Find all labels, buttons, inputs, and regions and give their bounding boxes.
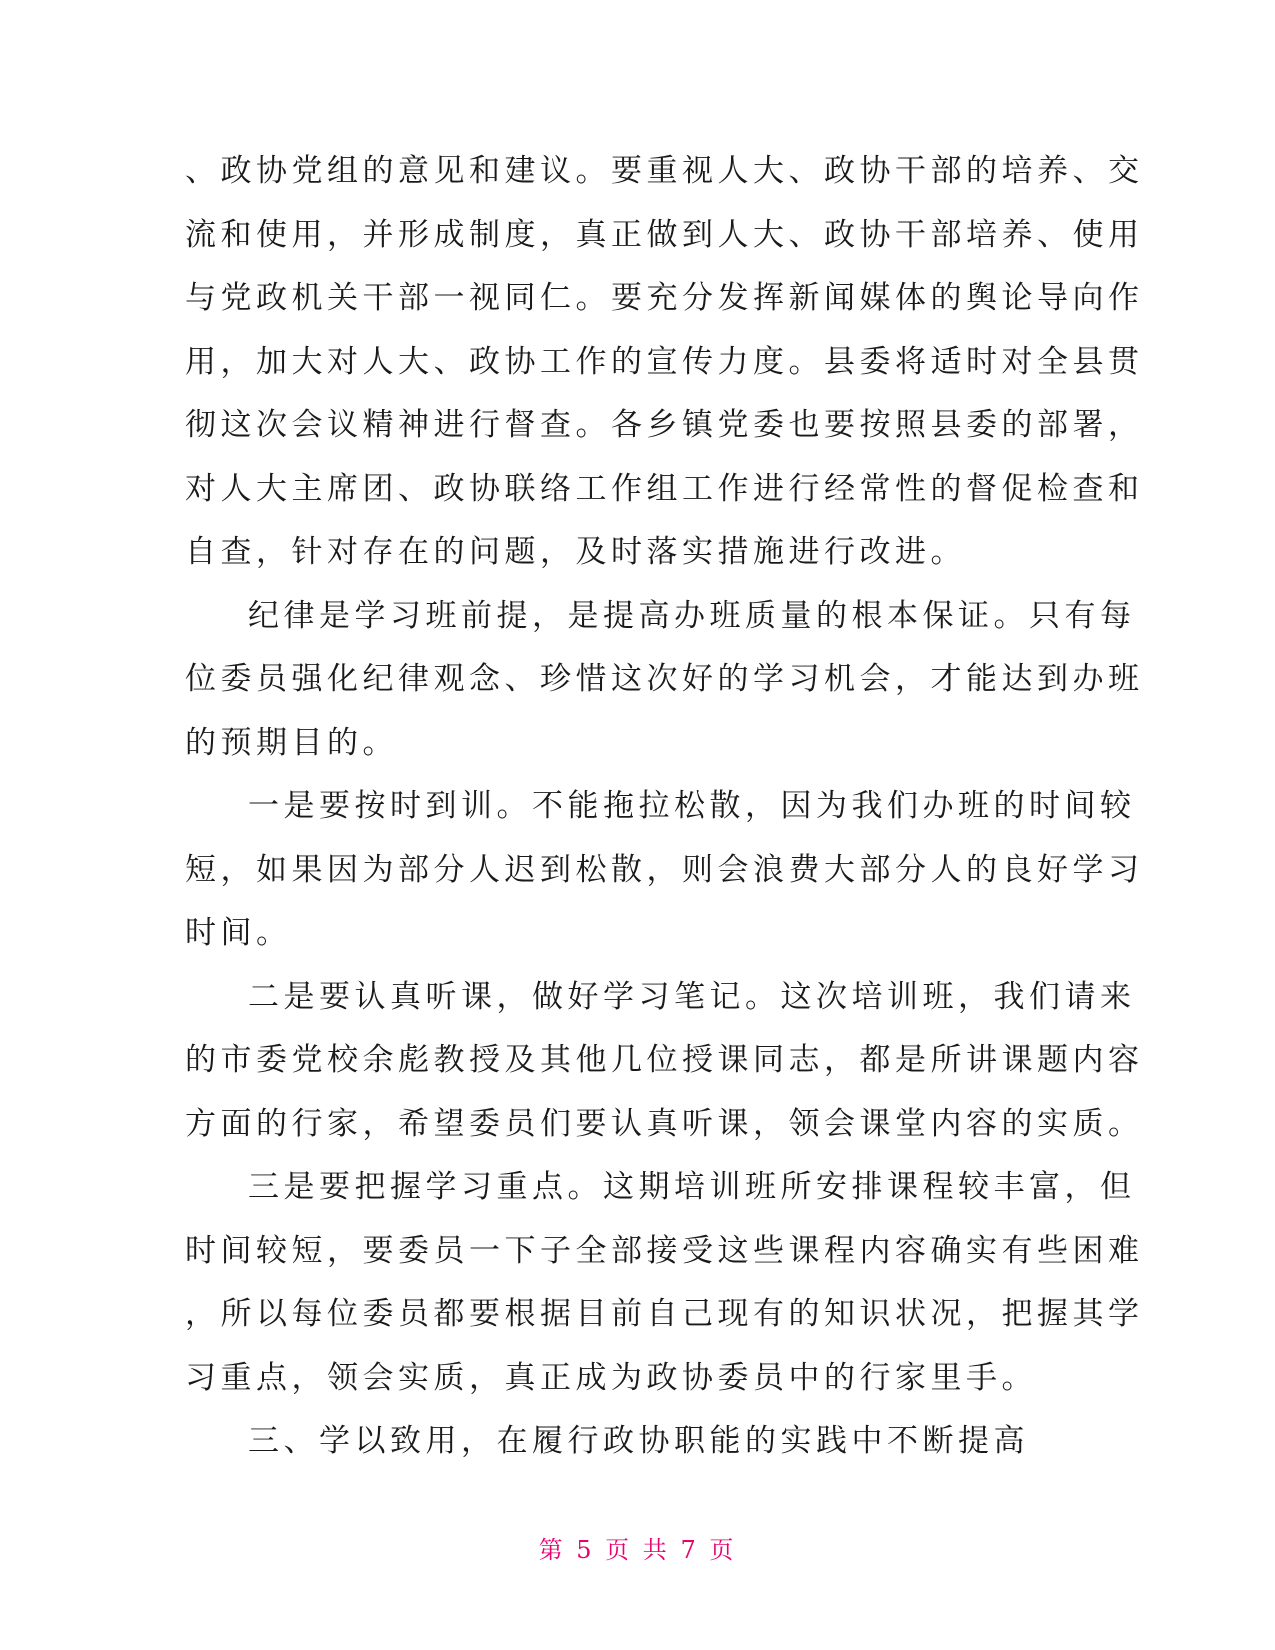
paragraph-first-line: 三是要把握学习重点。这期培训班所安排课程较丰富，但 [248, 1169, 1136, 1205]
text-line: 时间较短，要委员一下子全部接受这些课程内容确实有些困难 [185, 1232, 1144, 1269]
text-line: 对人大主席团、政协联络工作组工作进行经常性的督促检查和 [185, 470, 1144, 507]
text-line: 短，如果因为部分人迟到松散，则会浪费大部分人的良好学习 [185, 851, 1144, 888]
paragraph-first-line: 纪律是学习班前提，是提高办班质量的根本保证。只有每 [248, 597, 1136, 634]
document-body [185, 140, 1144, 1474]
section-heading: 三、学以致用，在履行政协职能的实践中不断提高 [248, 1423, 1029, 1459]
paragraph-first-line: 一是要按时到训。不能拖拉松散，因为我们办班的时间较 [248, 788, 1136, 824]
page-number-footer: 第 5 页 共 7 页 [538, 1536, 737, 1564]
text-line: 的市委党校余彪教授及其他几位授课同志，都是所讲课题内容 [185, 1042, 1144, 1078]
text-line: 用，加大对人大、政协工作的宣传力度。县委将适时对全县贯 [185, 343, 1144, 380]
text-line: ，所以每位委员都要根据目前自己现有的知识状况，把握其学 [185, 1296, 1144, 1332]
text-line: 流和使用，并形成制度，真正做到人大、政协干部培养、使用 [185, 216, 1144, 253]
paragraph-first-line: 二是要认真听课，做好学习笔记。这次培训班，我们请来 [248, 978, 1136, 1015]
text-line: 与党政机关干部一视同仁。要充分发挥新闻媒体的舆论导向作 [185, 280, 1144, 316]
text-line: 时间。 [185, 915, 292, 951]
text-line: 彻这次会议精神进行督查。各乡镇党委也要按照县委的部署， [185, 407, 1144, 443]
text-line: 方面的行家，希望委员们要认真听课，领会课堂内容的实质。 [185, 1105, 1144, 1142]
text-line: 习重点，领会实质，真正成为政协委员中的行家里手。 [185, 1359, 1037, 1396]
text-line: 位委员强化纪律观念、珍惜这次好的学习机会，才能达到办班 [185, 661, 1144, 697]
text-line: 、政协党组的意见和建议。要重视人大、政协干部的培养、交 [185, 153, 1144, 189]
text-line: 的预期目的。 [185, 724, 398, 761]
text-line: 自查，针对存在的问题，及时落实措施进行改进。 [185, 534, 966, 570]
